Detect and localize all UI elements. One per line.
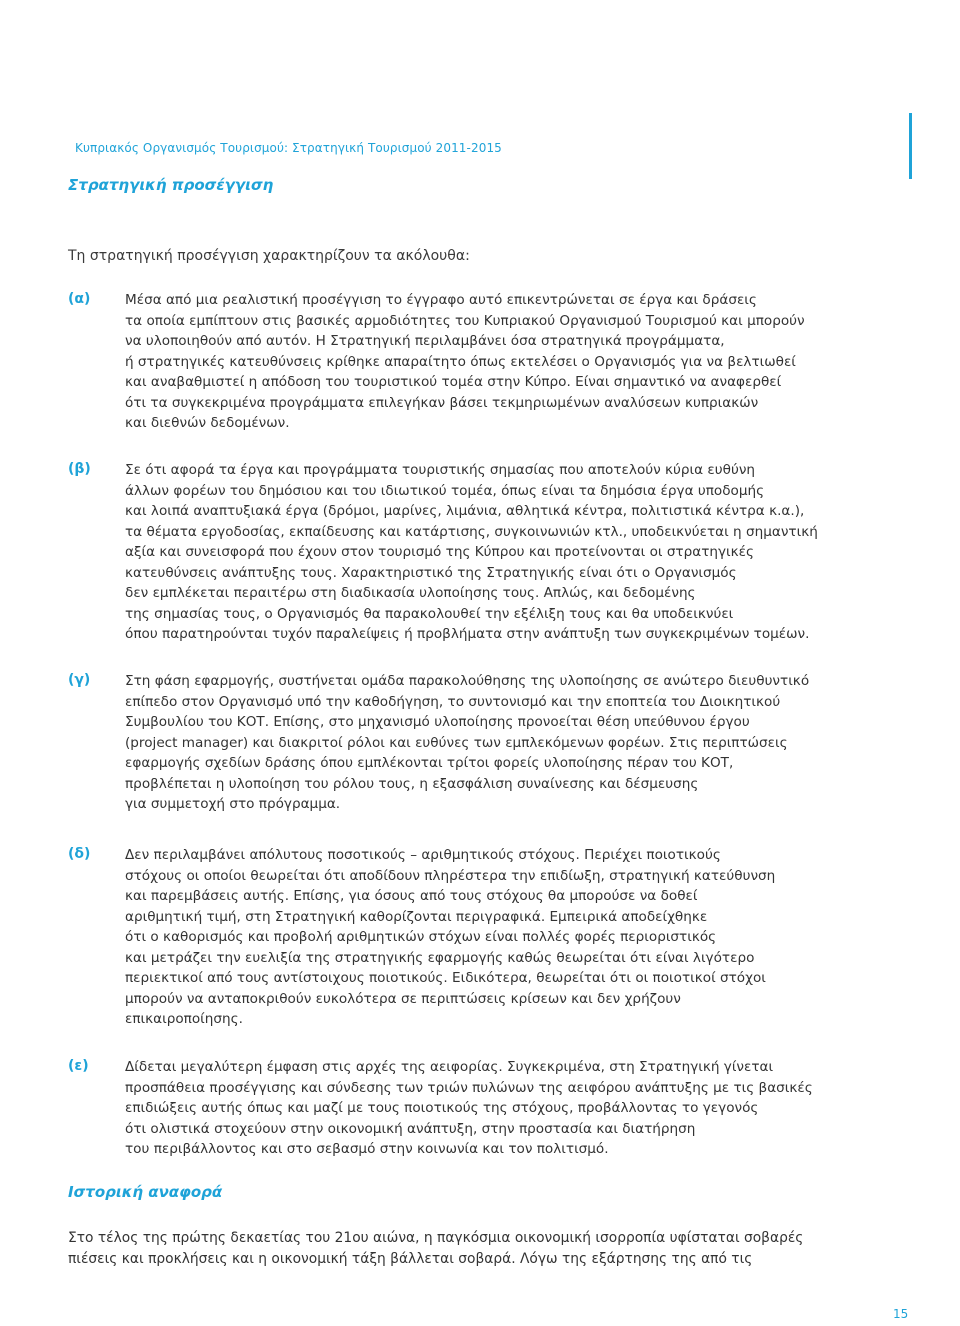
text-line: τα οποία εμπίπτουν στις βασικές αρμοδιότητες του Κυπριακού Οργανισμού Τουρισμού και μπορούν	[125, 312, 805, 329]
page-number: 15	[893, 1307, 909, 1321]
text-line: και αναβαθμιστεί η απόδοση του τουριστικού τομέα στην Κύπρο. Είναι σημαντικό να αναφερθεί	[125, 374, 782, 390]
text-line: επιδιώξεις αυτής όπως και μαζί με τους ποιοτικούς της στόχους, προβάλλοντας το γεγονός	[125, 1100, 759, 1116]
text-line: Στη φάση εφαρμογής, συστήνεται ομάδα παρακολούθησης της υλοποίησης σε ανώτερο διευθυντικό	[125, 673, 810, 689]
text-line: στόχους οι οποίοι θεωρείται ότι αποδίδουν πληρέστερα την επιδίωξη, στρατηγική κατεύθυνση	[125, 867, 776, 884]
text-line: Μέσα από μια ρεαλιστική προσέγγιση το έγγραφο αυτό επικεντρώνεται σε έργα και δράσεις	[125, 292, 757, 308]
item-marker: (α)	[68, 291, 91, 307]
item-paragraph	[125, 290, 895, 434]
text-line: μπορούν να ανταποκριθούν ευκολότερα σε περιπτώσεις κρίσεων και δεν χρήζουν	[125, 990, 681, 1007]
text-line: και παρεμβάσεις αυτής. Επίσης, για όσους από τους στόχους θα μπορούσε να δοθεί	[125, 888, 698, 904]
item-paragraph	[125, 1057, 895, 1160]
text-line: να υλοποιηθούν από αυτόν. Η Στρατηγική περιλαμβάνει όσα στρατηγικά προγράμματα,	[125, 333, 725, 349]
text-line: ότι ολιστικά στοχεύουν στην οικονομική ανάπτυξη, στην προστασία και διατήρηση	[125, 1120, 696, 1137]
text-line: αξία και συνεισφορά που έχουν στον τουρισμό της Κύπρου και προτείνονται οι στρατηγικές	[125, 544, 754, 560]
section-heading-history: Ιστορική αναφορά	[68, 1183, 223, 1201]
text-line: Στο τέλος της πρώτης δεκαετίας του 21ου αιώνα, η παγκόσμια οικονομική ισορροπία υφίσταται σοβαρές	[68, 1230, 804, 1246]
text-line: προβλέπεται η υλοποίηση του ρόλου τους, η εξασφάλιση συναίνεσης και δέσμευσης	[125, 775, 699, 792]
item-paragraph	[125, 845, 895, 1030]
text-line: πιέσεις και προκλήσεις και η οικονομική τάξη βάλλεται σοβαρά. Λόγω της εξάρτησης της από τις	[68, 1251, 753, 1267]
text-line: περιεκτικοί από τους αντίστοιχους ποιοτικούς. Ειδικότερα, θεωρείται ότι οι ποιοτικοί στόχοι	[125, 970, 766, 986]
text-line: όπου παρατηρούνται τυχόν παραλείψεις ή προβλήματα στην ανάπτυξη των συγκεκριμένων τομέων.	[125, 626, 810, 642]
text-line: ότι ο καθορισμός και προβολή αριθμητικών στόχων είναι πολλές φορές περιοριστικός	[125, 929, 717, 945]
text-line: και μετράζει την ευελιξία της στρατηγικής εφαρμογής καθώς θεωρείται ότι είναι λιγότερο	[125, 949, 755, 966]
item-paragraph	[125, 460, 895, 645]
item-marker: (γ)	[68, 672, 91, 688]
item-marker: (β)	[68, 461, 91, 477]
edge-rule	[909, 113, 912, 179]
text-line: δεν εμπλέκεται περαιτέρω στη διαδικασία υλοποίησης τους. Απλώς, και δεδομένης	[125, 585, 696, 601]
text-line: ή στρατηγικές κατευθύνσεις κρίθηκε απαραίτητο όπως εκτελέσει ο Οργανισμός για να βελτιωθεί	[125, 353, 796, 370]
text-line: ότι τα συγκεκριμένα προγράμματα επιλεγήκαν βάσει τεκμηριωμένων αναλύσεων κυπριακών	[125, 394, 759, 411]
running-header: Κυπριακός Οργανισμός Τουρισμού: Στρατηγική Τουρισμού 2011-2015	[75, 141, 502, 155]
text-line: Συμβουλίου του ΚΟΤ. Επίσης, στο μηχανισμό υλοποίησης προνοείται θέση υπεύθυνου έργου	[125, 714, 750, 730]
item-marker: (ε)	[68, 1058, 89, 1074]
text-line: (project manager) και διακριτοί ρόλοι και ευθύνες των εμπλεκόμενων φορέων. Στις περιπτώσεις	[125, 734, 788, 751]
text-line: εφαρμογής σχεδίων δράσης όπου εμπλέκονται τρίτοι φορείς υλοποίησης πέραν του ΚΟΤ,	[125, 755, 734, 771]
text-line: και διεθνών δεδομένων.	[125, 415, 290, 431]
text-line: άλλων φορέων του δημόσιου και του ιδιωτικού τομέα, όπως είναι τα δημόσια έργα υποδομής	[125, 482, 765, 499]
item-paragraph	[125, 671, 895, 815]
text-line: Δίδεται μεγαλύτερη έμφαση στις αρχές της αειφορίας. Συγκεκριμένα, στη Στρατηγική γίνεται	[125, 1059, 774, 1075]
text-line: για συμμετοχή στο πρόγραμμα.	[125, 796, 341, 812]
text-line: επικαιροποίησης.	[125, 1011, 243, 1027]
section-intro: Τη στρατηγική προσέγγιση χαρακτηρίζουν τα ακόλουθα:	[68, 248, 470, 264]
text-line: αριθμητική τιμή, στη Στρατηγική καθορίζονται περιγραφικά. Εμπειρικά αποδείχθηκε	[125, 908, 708, 925]
item-marker: (δ)	[68, 846, 91, 862]
section-heading-strategy: Στρατηγική προσέγγιση	[68, 176, 274, 194]
text-line: τα θέματα εργοδοσίας, εκπαίδευσης και κατάρτισης, συγκοινωνιών κτλ., υποδεικνύεται η σημαντική	[125, 523, 818, 540]
text-line: προσπάθεια προσέγγισης και σύνδεσης των τριών πυλώνων της αειφόρου ανάπτυξης με τις βασικές	[125, 1079, 813, 1096]
text-line: Δεν περιλαμβάνει απόλυτους ποσοτικούς – αριθμητικούς στόχους. Περιέχει ποιοτικούς	[125, 847, 721, 863]
text-line: Σε ότι αφορά τα έργα και προγράμματα τουριστικής σημασίας που αποτελούν κύρια ευθύνη	[125, 462, 756, 478]
history-paragraph	[68, 1228, 898, 1270]
text-line: της σημασίας τους, ο Οργανισμός θα παρακολουθεί την εξέλιξη τους και θα υποδεικνύει	[125, 605, 734, 622]
text-line: του περιβάλλοντος και στο σεβασμό στην κοινωνία και τον πολιτισμό.	[125, 1141, 609, 1157]
text-line: κατευθύνσεις ανάπτυξης τους. Χαρακτηριστικό της Στρατηγικής είναι ότι ο Οργανισμός	[125, 564, 737, 581]
text-line: και λοιπά αναπτυξιακά έργα (δρόμοι, μαρίνες, λιμάνια, αθλητικά κέντρα, πολιτιστικά κέντρα κ.α.),	[125, 503, 805, 519]
text-line: επίπεδο στον Οργανισμό υπό την καθοδήγηση, το συντονισμό και την εποπτεία του Διοικητικού	[125, 693, 781, 710]
